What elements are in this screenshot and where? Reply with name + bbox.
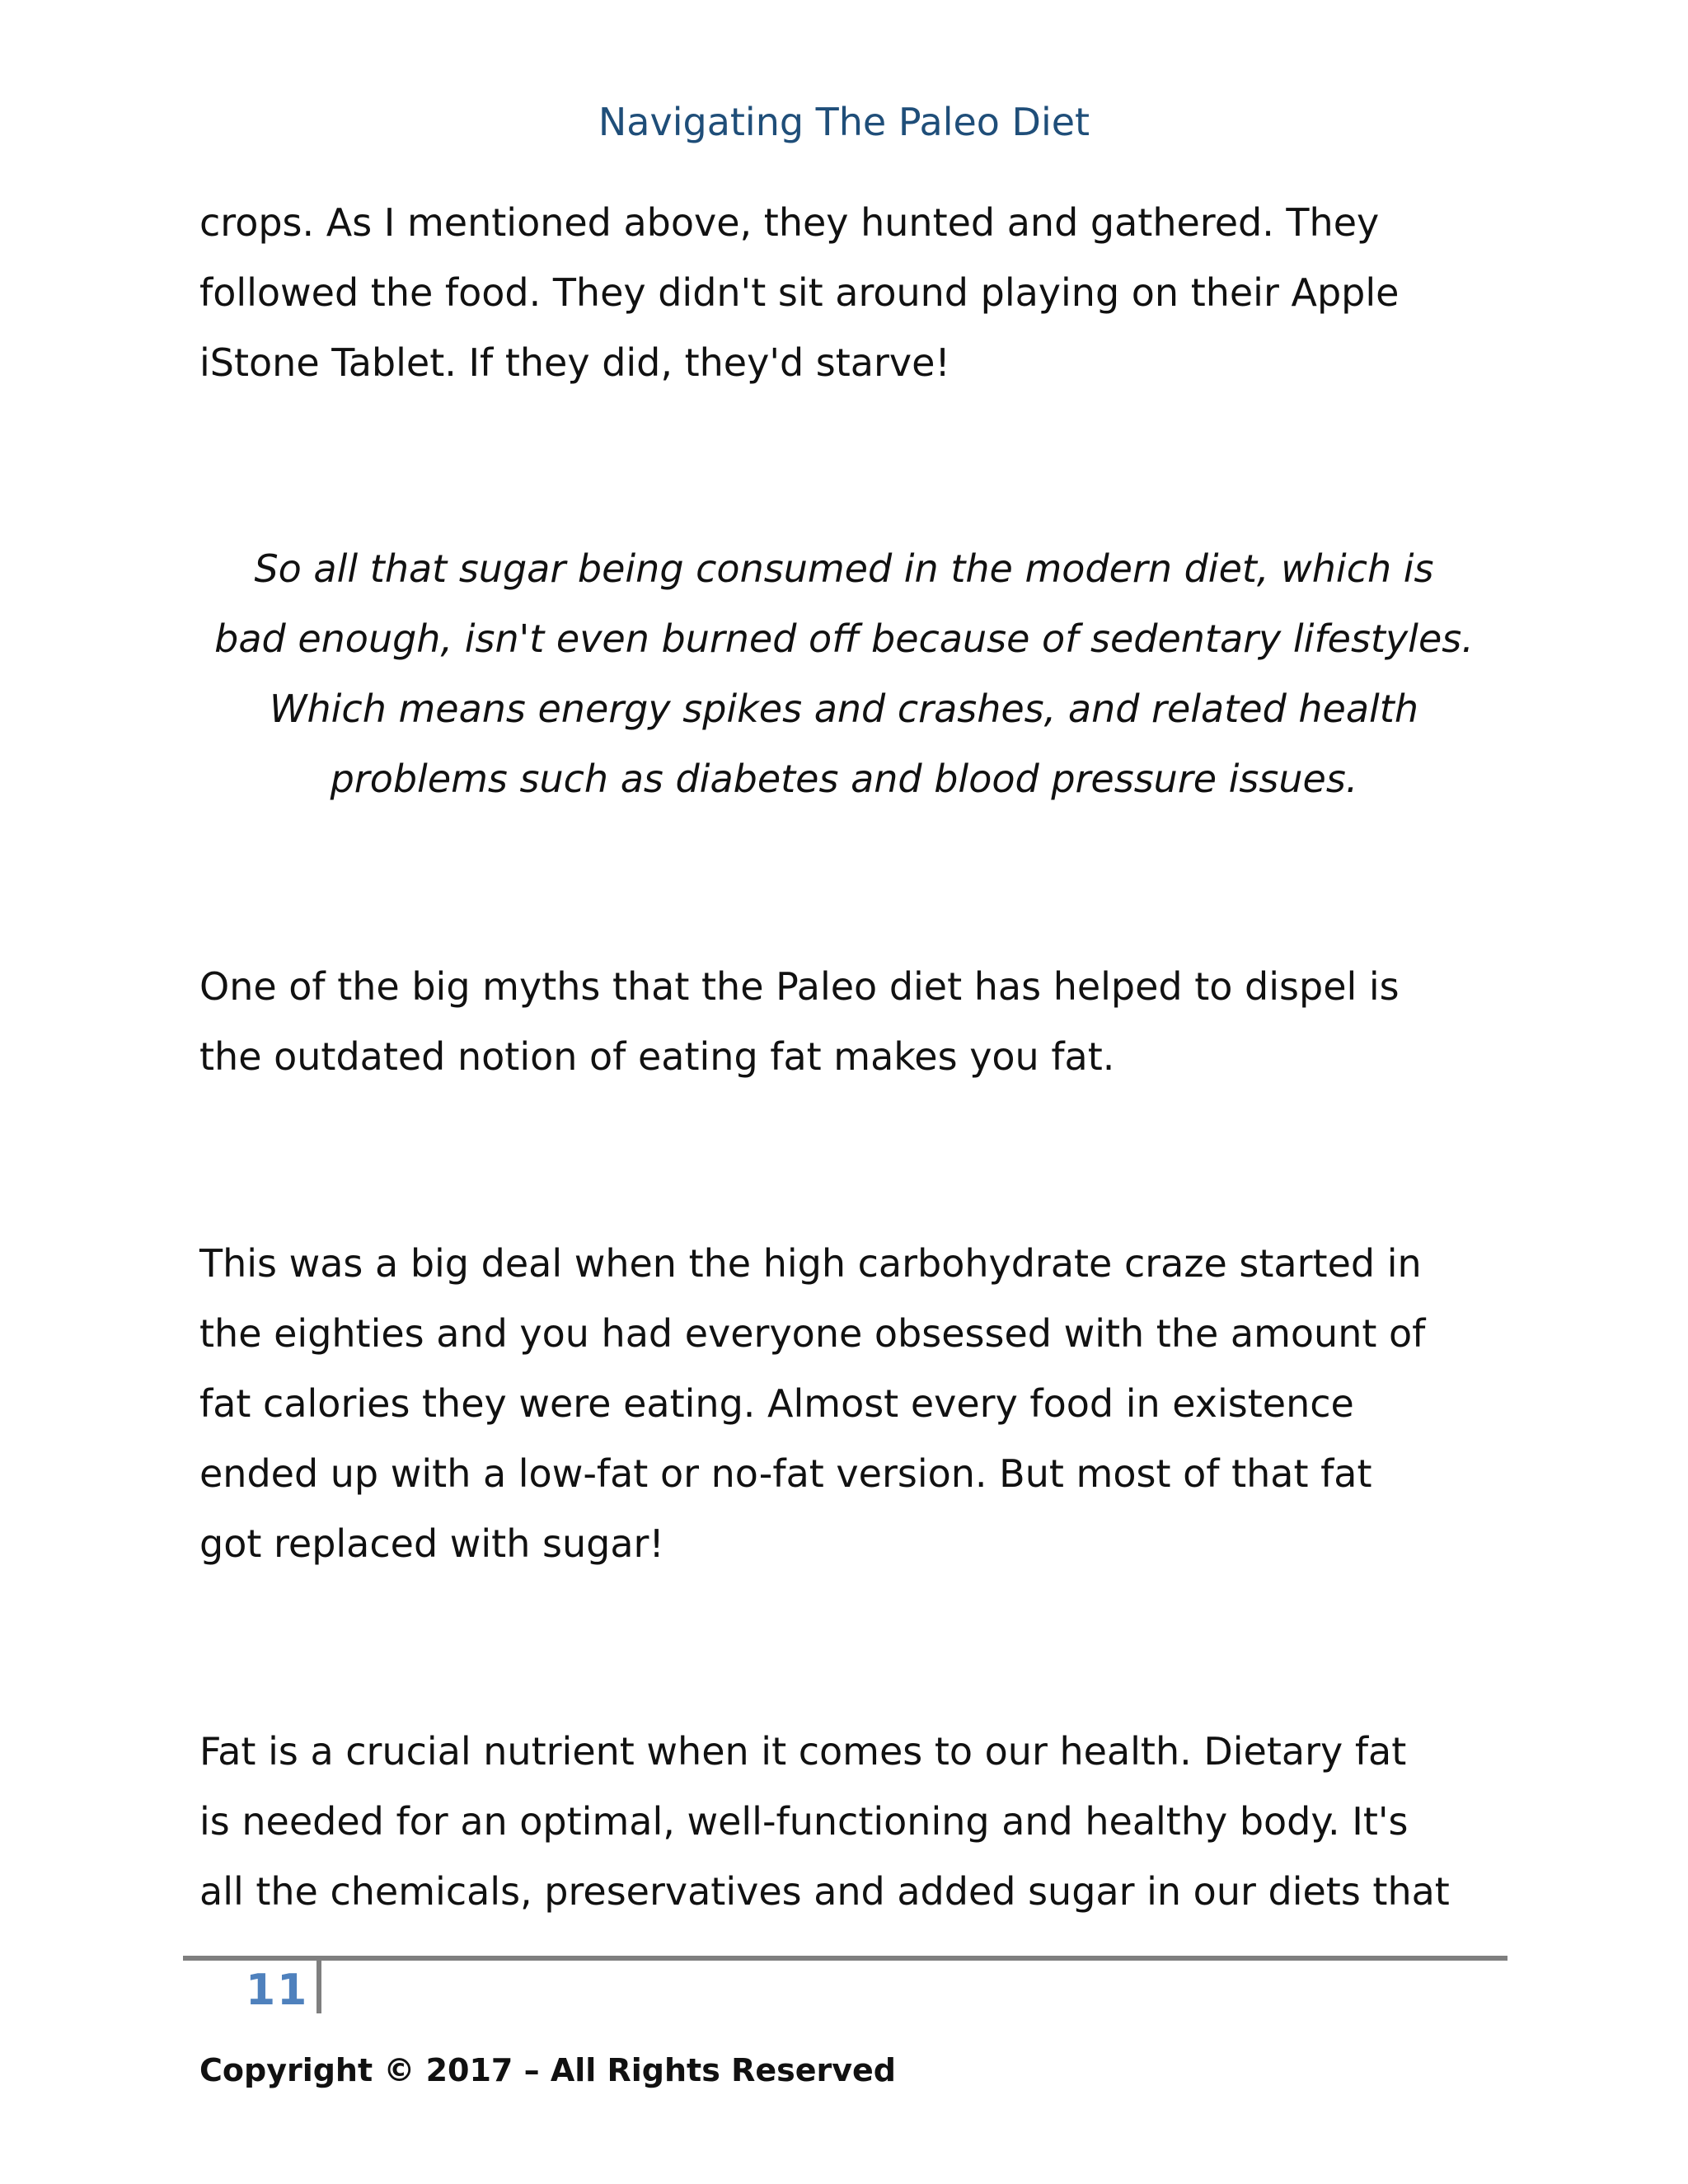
quote-line: bad enough, isn't even burned off because of sedentary lifestyles. — [214, 616, 1474, 661]
quote-line: So all that sugar being consumed in the modern diet, which is — [254, 546, 1434, 591]
copyright-notice: Copyright © 2017 – All Rights Reserved — [199, 2052, 896, 2088]
text-line: is needed for an optimal, well-functioning and healthy body. It's — [199, 1799, 1409, 1844]
text-line: fat calories they were eating. Almost every food in existence — [199, 1381, 1354, 1426]
text-line: ended up with a low-fat or no-fat version. But most of that fat — [199, 1451, 1372, 1496]
page-number: 11 — [246, 1966, 309, 2015]
text-line: followed the food. They didn't sit around playing on their Apple — [199, 270, 1400, 315]
footer-divider — [183, 1956, 1507, 1961]
quote-line: problems such as diabetes and blood pressure issues. — [330, 757, 1358, 801]
quote-line: Which means energy spikes and crashes, and related health — [269, 687, 1418, 731]
text-line: crops. As I mentioned above, they hunted and gathered. They — [199, 200, 1380, 245]
text-line: the outdated notion of eating fat makes you fat. — [199, 1034, 1115, 1079]
page-number-divider — [316, 1961, 321, 2013]
text-line: the eighties and you had everyone obsessed with the amount of — [199, 1311, 1426, 1356]
text-line: Fat is a crucial nutrient when it comes to our health. Dietary fat — [199, 1729, 1407, 1774]
text-line: got replaced with sugar! — [199, 1521, 664, 1566]
text-line: iStone Tablet. If they did, they'd starve! — [199, 340, 950, 385]
text-line: all the chemicals, preservatives and added sugar in our diets that — [199, 1869, 1450, 1914]
text-line: One of the big myths that the Paleo diet has helped to dispel is — [199, 964, 1400, 1009]
running-header-title: Navigating The Paleo Diet — [598, 100, 1090, 144]
text-line: This was a big deal when the high carbohydrate craze started in — [199, 1241, 1422, 1286]
